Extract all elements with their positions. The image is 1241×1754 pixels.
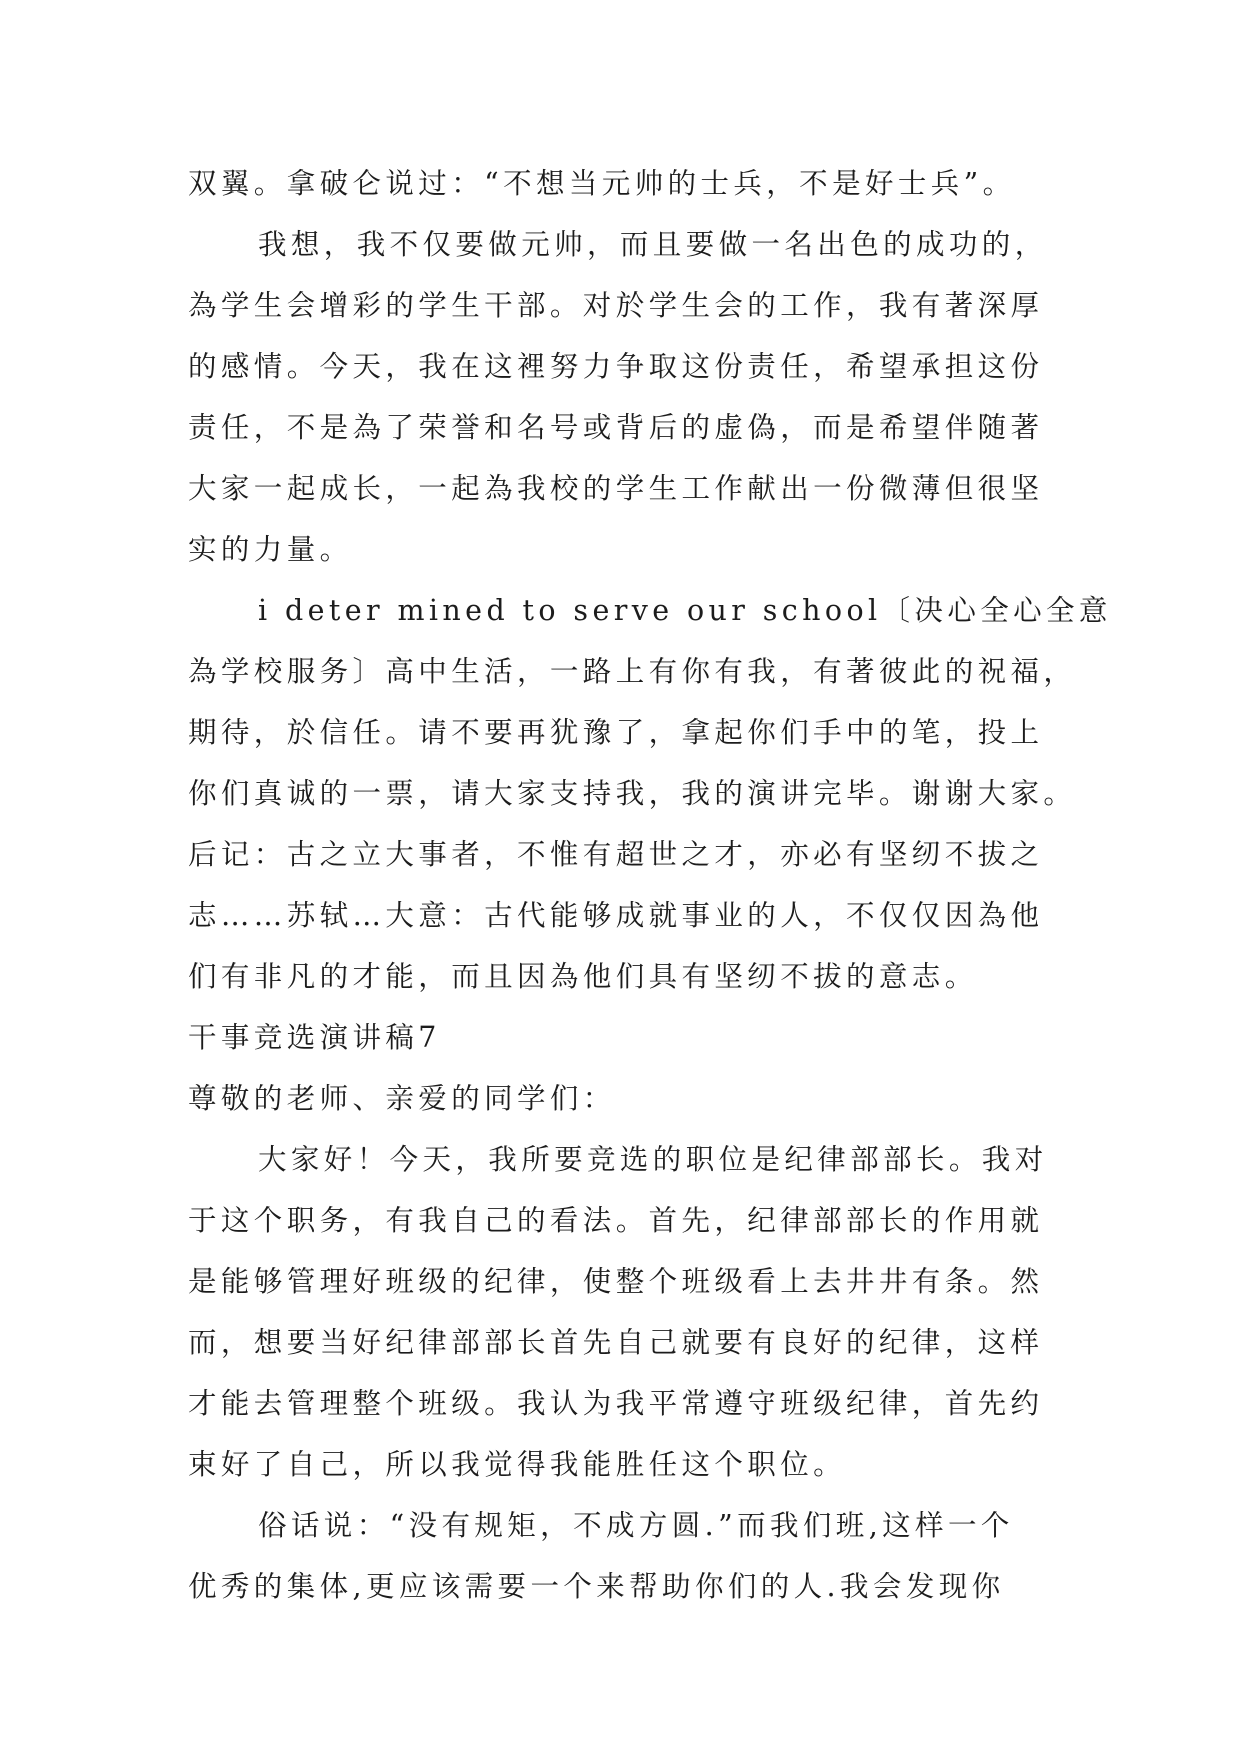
section-heading: 干事竞选演讲稿7 bbox=[188, 1021, 441, 1054]
text-line: 才能去管理整个班级。我认为我平常遵守班级纪律，首先约 bbox=[188, 1387, 1044, 1420]
text-line: 為学生会增彩的学生干部。对於学生会的工作，我有著深厚 bbox=[188, 289, 1044, 322]
paragraph-start-line: 大家好！今天，我所要竞选的职位是纪律部部长。我对 bbox=[258, 1143, 1048, 1176]
text-line: 责任，不是為了荣誉和名号或背后的虚偽，而是希望伴随著 bbox=[188, 411, 1044, 444]
document-page bbox=[188, 153, 1112, 1617]
text-line: 双翼。拿破仑说过：“不想当元帅的士兵，不是好士兵”。 bbox=[188, 167, 1016, 200]
paragraph-start-line: i deter mined to serve our school〔决心全心全意 bbox=[258, 594, 1112, 627]
text-line: 志……苏轼…大意：古代能够成就事业的人，不仅仅因為他 bbox=[188, 899, 1044, 932]
text-line: 实的力量。 bbox=[188, 533, 353, 566]
text-line: 后记：古之立大事者，不惟有超世之才，亦必有坚纫不拔之 bbox=[188, 838, 1044, 871]
text-line: 的感情。今天，我在这裡努力争取这份责任，希望承担这份 bbox=[188, 350, 1044, 383]
text-line: 优秀的集体,更应该需要一个来帮助你们的人.我会发现你 bbox=[188, 1570, 1005, 1603]
text-line: 们有非凡的才能，而且因為他们具有坚纫不拔的意志。 bbox=[188, 960, 978, 993]
text-line: 大家一起成长，一起為我校的学生工作献出一份微薄但很坚 bbox=[188, 472, 1044, 505]
text-line: 你们真诚的一票，请大家支持我，我的演讲完毕。谢谢大家。 bbox=[188, 777, 1077, 810]
paragraph-start-line: 俗话说：“没有规矩，不成方圆.”而我们班,这样一个 bbox=[258, 1509, 1014, 1542]
text-line: 是能够管理好班级的纪律，使整个班级看上去井井有条。然 bbox=[188, 1265, 1044, 1298]
text-line: 期待，於信任。请不要再犹豫了，拿起你们手中的笔，投上 bbox=[188, 716, 1044, 749]
text-line: 于这个职务，有我自己的看法。首先，纪律部部长的作用就 bbox=[188, 1204, 1044, 1237]
paragraph-start-line: 我想，我不仅要做元帅，而且要做一名出色的成功的， bbox=[258, 228, 1048, 261]
text-line: 束好了自己，所以我觉得我能胜任这个职位。 bbox=[188, 1448, 847, 1481]
salutation: 尊敬的老师、亲爱的同学们： bbox=[188, 1082, 616, 1115]
text-line: 為学校服务〕高中生活，一路上有你有我，有著彼此的祝福， bbox=[188, 655, 1077, 688]
text-line: 而，想要当好纪律部部长首先自己就要有良好的纪律，这样 bbox=[188, 1326, 1044, 1359]
